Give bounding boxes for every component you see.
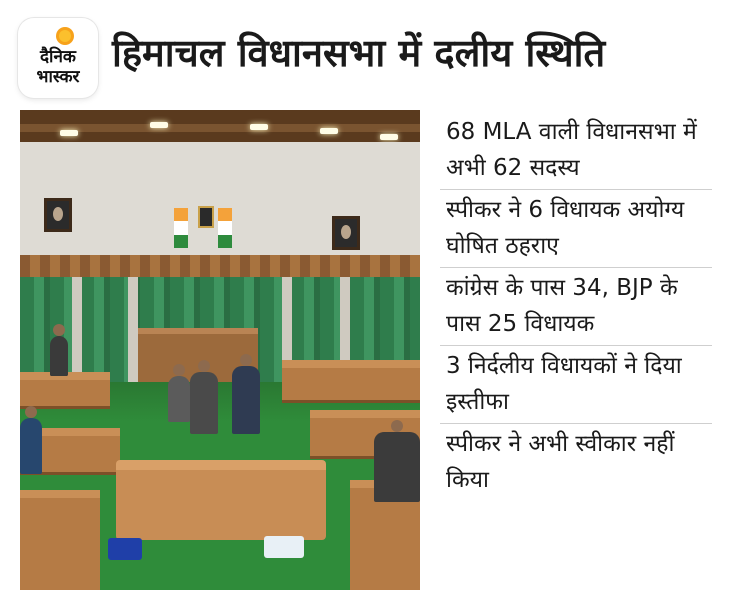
- logo-text-line2: भास्कर: [36, 67, 80, 87]
- assembly-hall-photo: [20, 110, 420, 590]
- fact-item: स्पीकर ने अभी स्वीकार नहीं किया: [446, 431, 675, 493]
- logo-text-line1: दैनिक: [40, 47, 76, 67]
- dainik-bhaskar-logo: [18, 18, 98, 98]
- portrait-right: [332, 216, 360, 250]
- flag-right: [218, 208, 232, 248]
- central-table: [116, 460, 326, 540]
- projector-device: [108, 538, 142, 560]
- headline: हिमाचल विधानसभा में दलीय स्थिति: [112, 31, 606, 75]
- emblem-icon: [198, 206, 214, 228]
- fact-item: स्पीकर ने 6 विधायक अयोग्य घोषित ठहराए: [440, 190, 712, 268]
- fact-item: 3 निर्दलीय विधायकों ने दिया इस्तीफा: [440, 346, 712, 424]
- facts-list: [440, 112, 712, 501]
- flag-left: [174, 208, 188, 248]
- white-device: [264, 536, 304, 558]
- fact-item: 68 MLA वाली विधानसभा में अभी 62 सदस्य: [440, 112, 712, 190]
- portrait-left: [44, 198, 72, 232]
- sun-icon: [56, 27, 74, 45]
- fact-item: कांग्रेस के पास 34, BJP के पास 25 विधायक: [440, 268, 712, 346]
- frieze: [20, 255, 420, 277]
